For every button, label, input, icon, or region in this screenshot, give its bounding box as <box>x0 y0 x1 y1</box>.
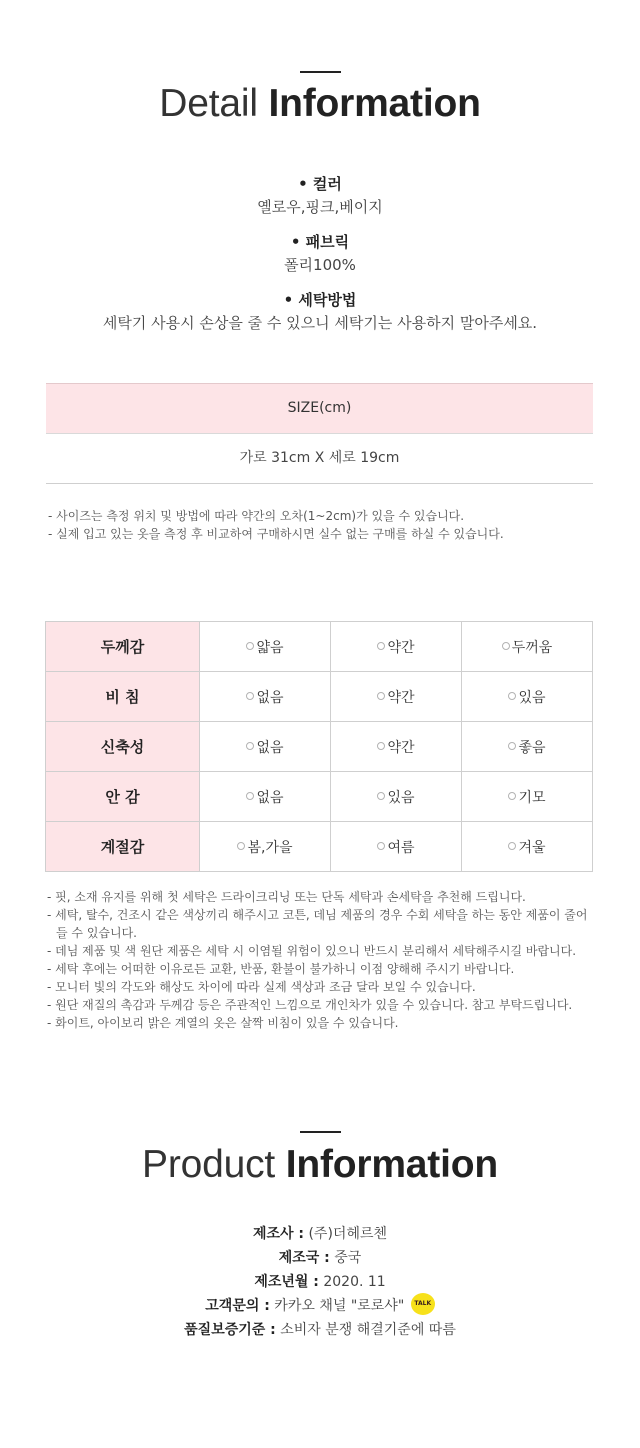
care-notes <box>47 888 592 1032</box>
size-notes <box>48 507 504 543</box>
char-row-stretch <box>46 722 593 772</box>
char-option-text: 기모 <box>518 789 546 806</box>
radio-circle-icon <box>246 792 254 800</box>
char-option <box>200 772 331 822</box>
care-note: - 화이트, 아이보리 밝은 계열의 옷은 살짝 비침이 있을 수 있습니다. <box>47 1016 399 1030</box>
characteristics-table <box>45 621 593 872</box>
care-note: - 원단 재질의 촉감과 두께감 등은 주관적인 느낌으로 개인차가 있을 수 있습니다. 참고 부탁드립니다. <box>47 998 573 1012</box>
char-option <box>462 822 593 872</box>
care-note: - 세탁 후에는 어떠한 이유로든 교환, 반품, 환불이 불가하니 이점 양해해 주시기 바랍니다. <box>47 962 515 976</box>
char-option <box>200 722 331 772</box>
radio-circle-icon <box>508 742 516 750</box>
radio-circle-icon <box>377 792 385 800</box>
product-heading <box>0 1143 640 1187</box>
char-option <box>331 622 462 672</box>
attr-washing-label: • 세탁방법 <box>283 291 357 309</box>
origin-row <box>0 1246 640 1270</box>
size-note: - 사이즈는 측정 위치 및 방법에 따라 약간의 오차(1~2cm)가 있을 수 있습니다. <box>48 509 465 523</box>
radio-circle-icon <box>246 742 254 750</box>
detail-heading <box>0 82 640 126</box>
kakao-talk-icon[interactable]: TALK <box>411 1293 435 1315</box>
quality-row <box>0 1318 640 1342</box>
char-row-thickness <box>46 622 593 672</box>
char-option <box>331 672 462 722</box>
size-table-header: SIZE(cm) <box>46 383 593 434</box>
manufacture-date-row <box>0 1270 640 1294</box>
char-option-text: 없음 <box>256 689 284 706</box>
radio-circle-icon <box>377 692 385 700</box>
detail-heading-light: Detail <box>159 82 258 125</box>
char-option <box>200 622 331 672</box>
attr-washing-value: 세탁기 사용시 손상을 줄 수 있으니 세탁기는 사용하지 말아주세요. <box>102 314 538 332</box>
char-option <box>200 822 331 872</box>
attr-fabric-label: • 패브릭 <box>290 233 350 251</box>
manufacturer-value: (주)더헤르첸 <box>304 1226 388 1242</box>
char-option-text: 없음 <box>256 739 284 756</box>
radio-circle-icon <box>377 842 385 850</box>
quality-key: 품질보증기준 : <box>184 1322 276 1338</box>
char-option-text: 없음 <box>256 789 284 806</box>
care-note: - 핏, 소재 유지를 위해 첫 세탁은 드라이크리닝 또는 단독 세탁과 손세탁을 추천해 드립니다. <box>47 890 526 904</box>
manufacturer-key: 제조사 : <box>252 1226 305 1242</box>
char-option-text: 약간 <box>387 639 415 656</box>
char-row-season <box>46 822 593 872</box>
char-row-lining <box>46 772 593 822</box>
radio-circle-icon <box>377 742 385 750</box>
char-option-text: 두꺼움 <box>511 639 553 656</box>
care-note: - 모니터 빛의 각도와 해상도 차이에 따라 실제 색상과 조금 달라 보일 수 있습니다. <box>47 980 476 994</box>
char-option <box>462 622 593 672</box>
section-divider-top <box>300 71 341 73</box>
char-label: 두께감 <box>46 622 200 672</box>
radio-circle-icon <box>246 692 254 700</box>
detail-heading-bold: Information <box>268 82 481 125</box>
char-option <box>331 722 462 772</box>
radio-circle-icon <box>508 842 516 850</box>
manufacture-date-key: 제조년월 : <box>254 1274 319 1290</box>
size-table-row: 가로 31cm X 세로 19cm <box>46 434 593 484</box>
radio-circle-icon <box>508 692 516 700</box>
char-option <box>462 672 593 722</box>
char-option <box>200 672 331 722</box>
char-option-text: 여름 <box>387 839 415 856</box>
char-label: 신축성 <box>46 722 200 772</box>
care-note: - 세탁, 탈수, 건조시 같은 색상끼리 해주시고 코튼, 데님 제품의 경우 수회 세탁을 하는 동안 제품이 줄어들 수 있습니다. <box>47 908 588 940</box>
care-note: - 데님 제품 및 색 원단 제품은 세탁 시 이염될 위험이 있으니 반드시 분리해서 세탁해주시길 바랍니다. <box>47 944 577 958</box>
radio-circle-icon <box>246 642 254 650</box>
inquiry-value[interactable]: 카카오 채널 "로로샤" <box>269 1298 405 1314</box>
inquiry-row <box>0 1294 640 1318</box>
char-option <box>462 722 593 772</box>
manufacture-date-value: 2020. 11 <box>318 1274 386 1290</box>
size-table <box>46 383 593 484</box>
char-label: 안 감 <box>46 772 200 822</box>
char-option <box>462 772 593 822</box>
origin-key: 제조국 : <box>278 1250 330 1266</box>
radio-circle-icon <box>237 842 245 850</box>
char-label: 비 침 <box>46 672 200 722</box>
origin-value: 중국 <box>329 1250 362 1266</box>
char-option <box>331 772 462 822</box>
radio-circle-icon <box>377 642 385 650</box>
quality-value: 소비자 분쟁 해결기준에 따름 <box>275 1322 456 1338</box>
attr-color-value: 옐로우,핑크,베이지 <box>257 198 383 216</box>
char-option-text: 약간 <box>387 689 415 706</box>
char-option-text: 있음 <box>387 789 415 806</box>
char-row-sheerness <box>46 672 593 722</box>
radio-circle-icon <box>508 792 516 800</box>
char-option-text: 봄,가을 <box>247 839 293 856</box>
size-note: - 실제 입고 있는 옷을 측정 후 비교하여 구매하시면 실수 없는 구매를 하실 수 있습니다. <box>48 527 504 541</box>
char-option-text: 좋음 <box>518 739 546 756</box>
radio-circle-icon <box>502 642 510 650</box>
attr-fabric <box>0 231 640 277</box>
product-heading-light: Product <box>142 1143 276 1186</box>
char-label: 계절감 <box>46 822 200 872</box>
attr-washing <box>0 289 640 335</box>
manufacturer-row <box>0 1222 640 1246</box>
char-option <box>331 822 462 872</box>
char-option-text: 있음 <box>518 689 546 706</box>
attr-color-label: • 컬러 <box>298 175 342 193</box>
product-heading-bold: Information <box>285 1143 498 1186</box>
inquiry-key: 고객문의 : <box>205 1298 270 1314</box>
attr-color <box>0 173 640 219</box>
char-option-text: 얇음 <box>256 639 284 656</box>
section-divider-product <box>300 1131 341 1133</box>
attr-fabric-value: 폴리100% <box>284 256 356 274</box>
char-option-text: 겨울 <box>518 839 546 856</box>
char-option-text: 약간 <box>387 739 415 756</box>
